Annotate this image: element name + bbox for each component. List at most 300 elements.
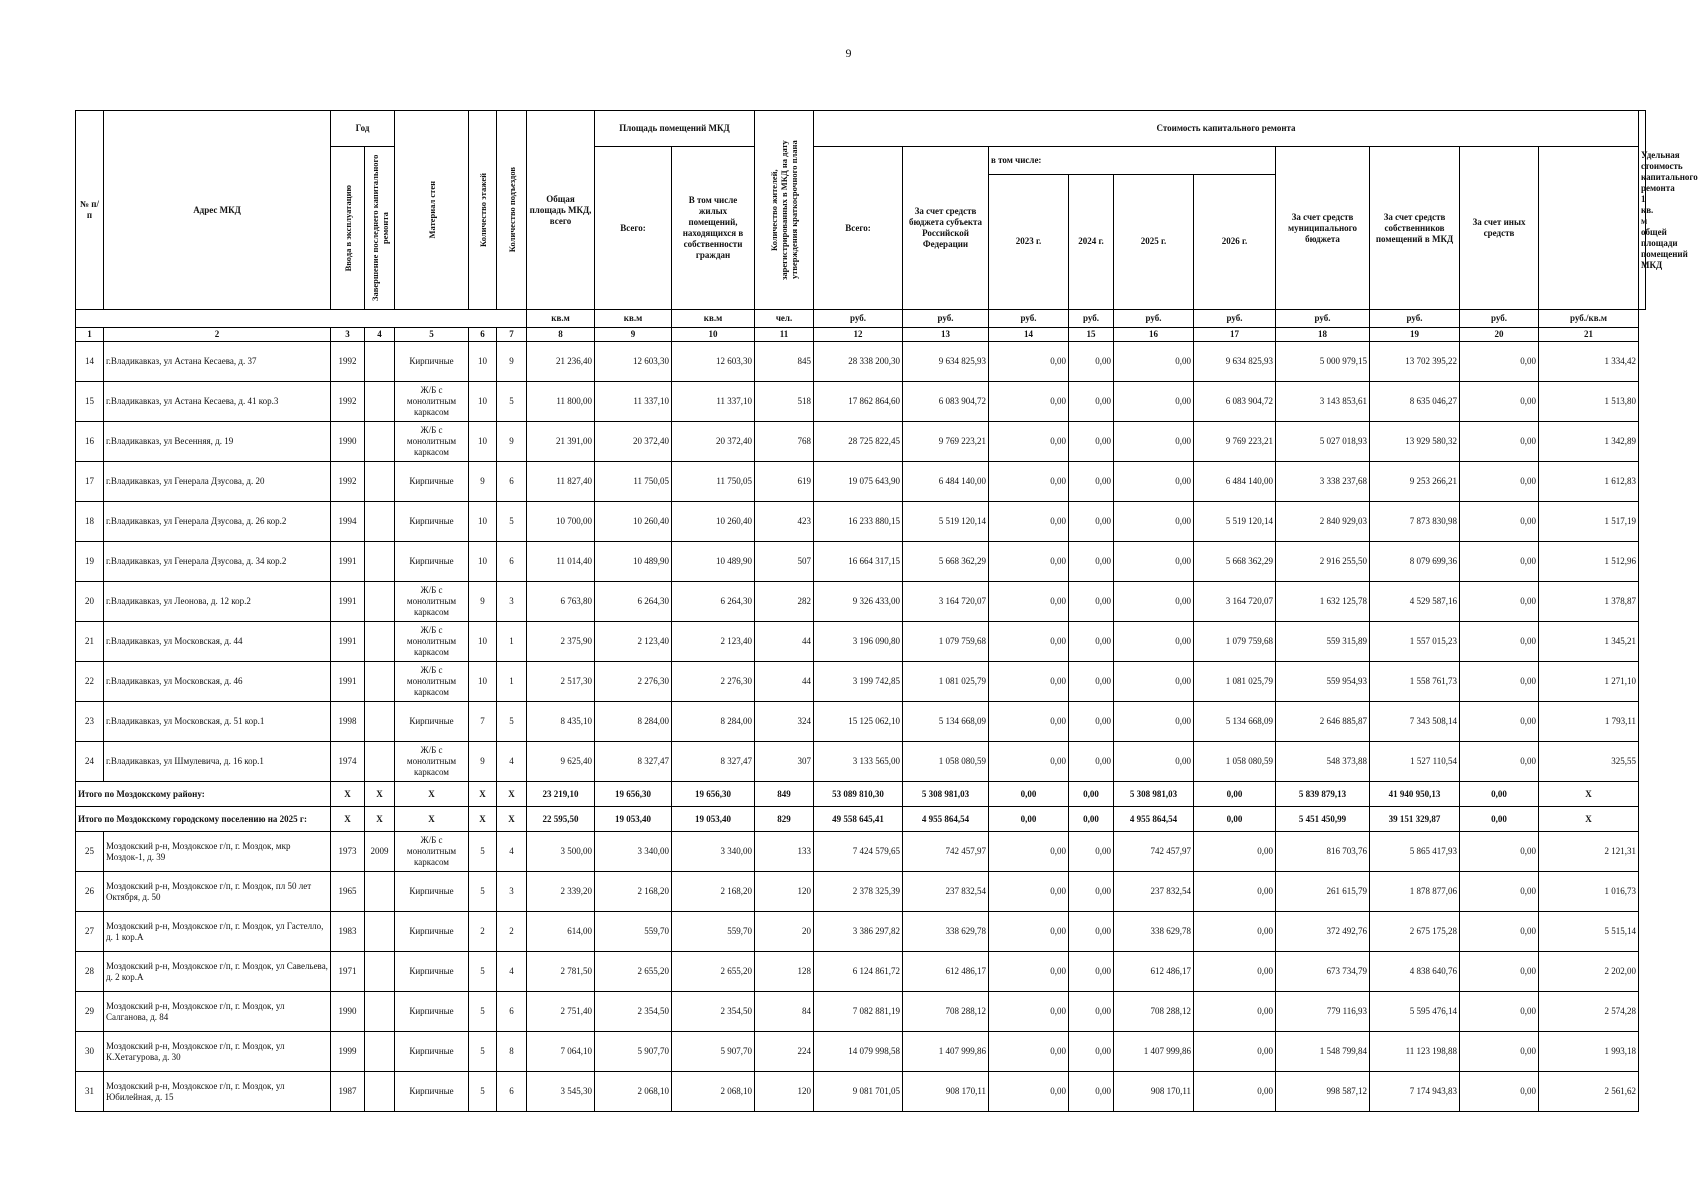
total-cell: X xyxy=(1539,782,1639,807)
table-cell: 3 386 297,82 xyxy=(814,912,903,952)
column-number: 18 xyxy=(1276,328,1370,342)
table-row xyxy=(76,462,1646,502)
table-cell: 0,00 xyxy=(1460,582,1539,622)
table-cell: 30 xyxy=(76,1032,104,1072)
table-cell: 5 595 476,14 xyxy=(1370,992,1460,1032)
table-cell: 1 058 080,59 xyxy=(1194,742,1276,782)
table-cell xyxy=(365,422,395,462)
hdr-rooms-area: Площадь помещений МКД xyxy=(595,111,755,147)
table-cell: 1 342,89 xyxy=(1539,422,1639,462)
table-cell: 2 202,00 xyxy=(1539,952,1639,992)
table-cell: 9 634 825,93 xyxy=(1194,342,1276,382)
table-cell: 0,00 xyxy=(1114,742,1194,782)
table-cell xyxy=(365,462,395,502)
table-cell: 0,00 xyxy=(1069,382,1114,422)
total-cell: 5 451 450,99 xyxy=(1276,807,1370,832)
table-cell: 5 xyxy=(469,1032,497,1072)
table-cell: 19 xyxy=(76,542,104,582)
table-cell: 11 827,40 xyxy=(527,462,595,502)
table-cell: Ж/Б с монолитным каркасом xyxy=(395,832,469,872)
total-cell: 23 219,10 xyxy=(527,782,595,807)
table-cell: 16 233 880,15 xyxy=(814,502,903,542)
address-cell: г.Владикавказ, ул Астана Кесаева, д. 41 кор.3 xyxy=(104,382,331,422)
address-cell: Моздокский р-н, Моздокское г/п, г. Моздок, мкр Моздок-1, д. 39 xyxy=(104,832,331,872)
unit-cell: руб. xyxy=(1194,310,1276,328)
table-cell: 5 xyxy=(469,1072,497,1112)
column-number: 21 xyxy=(1539,328,1639,342)
table-cell: 673 734,79 xyxy=(1276,952,1370,992)
total-cell: X xyxy=(331,782,365,807)
total-cell: 4 955 864,54 xyxy=(903,807,989,832)
table-cell: 372 492,76 xyxy=(1276,912,1370,952)
table-cell: 4 xyxy=(497,742,527,782)
table-cell: 2 168,20 xyxy=(672,872,755,912)
hdr-2025: 2025 г. xyxy=(1114,174,1194,309)
table-cell: 28 xyxy=(76,952,104,992)
table-cell: 0,00 xyxy=(989,742,1069,782)
unit-cell: руб. xyxy=(1114,310,1194,328)
table-cell: Ж/Б с монолитным каркасом xyxy=(395,582,469,622)
table-cell: 28 338 200,30 xyxy=(814,342,903,382)
table-cell: 908 170,11 xyxy=(1114,1072,1194,1112)
table-cell: 1992 xyxy=(331,382,365,422)
table-cell: 0,00 xyxy=(1069,832,1114,872)
hdr-2024: 2024 г. xyxy=(1069,174,1114,309)
table-cell: 1 517,19 xyxy=(1539,502,1639,542)
unit-cell: руб. xyxy=(1370,310,1460,328)
hdr-cost-subject: За счет средств бюджета субъекта Российской Федерации xyxy=(903,147,989,310)
table-cell: 3 xyxy=(497,872,527,912)
table-cell: 1990 xyxy=(331,992,365,1032)
table-cell: 0,00 xyxy=(1460,462,1539,502)
table-cell: 0,00 xyxy=(1114,422,1194,462)
table-cell: 21 236,40 xyxy=(527,342,595,382)
address-cell: г.Владикавказ, ул Астана Кесаева, д. 37 xyxy=(104,342,331,382)
table-cell: 0,00 xyxy=(989,502,1069,542)
table-cell: 8 327,47 xyxy=(595,742,672,782)
table-cell: 28 725 822,45 xyxy=(814,422,903,462)
table-cell: 614,00 xyxy=(527,912,595,952)
total-district-row xyxy=(76,782,1646,807)
table-cell: 10 489,90 xyxy=(595,542,672,582)
column-numbers-row xyxy=(76,328,1646,342)
table-cell: 0,00 xyxy=(1460,912,1539,952)
table-cell: 5 xyxy=(497,502,527,542)
table-cell: 25 xyxy=(76,832,104,872)
table-cell: 0,00 xyxy=(1114,382,1194,422)
table-cell xyxy=(365,622,395,662)
table-cell: 1992 xyxy=(331,462,365,502)
table-cell: 17 xyxy=(76,462,104,502)
table-cell: 1992 xyxy=(331,342,365,382)
address-cell: г.Владикавказ, ул Шмулевича, д. 16 кор.1 xyxy=(104,742,331,782)
table-cell: 0,00 xyxy=(1069,702,1114,742)
hdr-total-area: Общая площадь МКД, всего xyxy=(527,111,595,310)
total-cell: 19 053,40 xyxy=(595,807,672,832)
total-cell: 19 656,30 xyxy=(595,782,672,807)
total-cell: 0,00 xyxy=(1460,807,1539,832)
table-cell: 0,00 xyxy=(989,1032,1069,1072)
table-cell: 0,00 xyxy=(1460,542,1539,582)
table-cell: 612 486,17 xyxy=(903,952,989,992)
table-cell: 1 558 761,73 xyxy=(1370,662,1460,702)
total-cell: 0,00 xyxy=(989,782,1069,807)
table-row xyxy=(76,912,1646,952)
table-cell: 2 751,40 xyxy=(527,992,595,1032)
table-cell: 1 079 759,68 xyxy=(903,622,989,662)
table-cell: Ж/Б с монолитным каркасом xyxy=(395,622,469,662)
table-cell: 0,00 xyxy=(1194,992,1276,1032)
table-cell: 0,00 xyxy=(989,542,1069,582)
address-cell: Моздокский р-н, Моздокское г/п, г. Моздок, ул К.Хетагурова, д. 30 xyxy=(104,1032,331,1072)
table-cell: 324 xyxy=(755,702,814,742)
table-cell: 9 634 825,93 xyxy=(903,342,989,382)
table-cell: 5 000 979,15 xyxy=(1276,342,1370,382)
table-cell: 1983 xyxy=(331,912,365,952)
table-cell: 11 800,00 xyxy=(527,382,595,422)
table-cell: 998 587,12 xyxy=(1276,1072,1370,1112)
table-cell: 2 916 255,50 xyxy=(1276,542,1370,582)
table-cell: Кирпичные xyxy=(395,462,469,502)
column-number: 5 xyxy=(395,328,469,342)
column-number: 11 xyxy=(755,328,814,342)
total-cell: 22 595,50 xyxy=(527,807,595,832)
column-number: 15 xyxy=(1069,328,1114,342)
table-cell: 6 xyxy=(497,462,527,502)
table-cell: 3 196 090,80 xyxy=(814,622,903,662)
table-cell: 2 574,28 xyxy=(1539,992,1639,1032)
unit-cell: кв.м xyxy=(527,310,595,328)
column-number: 4 xyxy=(365,328,395,342)
table-cell: 13 929 580,32 xyxy=(1370,422,1460,462)
table-row xyxy=(76,502,1646,542)
table-cell xyxy=(365,1032,395,1072)
table-cell: 31 xyxy=(76,1072,104,1112)
table-cell: 5 xyxy=(469,832,497,872)
table-cell: 44 xyxy=(755,622,814,662)
table-cell: 8 435,10 xyxy=(527,702,595,742)
table-cell: 2009 xyxy=(365,832,395,872)
table-cell: 12 603,30 xyxy=(672,342,755,382)
table-cell: 0,00 xyxy=(1460,422,1539,462)
table-cell: 1 345,21 xyxy=(1539,622,1639,662)
table-cell: 21 xyxy=(76,622,104,662)
table-cell: 8 284,00 xyxy=(672,702,755,742)
table-cell: 9 326 433,00 xyxy=(814,582,903,622)
table-cell: 559,70 xyxy=(595,912,672,952)
table-cell: 224 xyxy=(755,1032,814,1072)
total-cell: 53 089 810,30 xyxy=(814,782,903,807)
table-cell: 1 271,10 xyxy=(1539,662,1639,702)
table-cell: Кирпичные xyxy=(395,542,469,582)
table-cell: 0,00 xyxy=(1460,702,1539,742)
table-cell: 7 873 830,98 xyxy=(1370,502,1460,542)
table-cell: 2 354,50 xyxy=(595,992,672,1032)
address-cell: г.Владикавказ, ул Генерала Дзусова, д. 20 xyxy=(104,462,331,502)
table-cell: 768 xyxy=(755,422,814,462)
unit-cell: руб. xyxy=(814,310,903,328)
total-cell: 19 053,40 xyxy=(672,807,755,832)
table-cell: 0,00 xyxy=(1460,742,1539,782)
table-cell: Кирпичные xyxy=(395,872,469,912)
table-cell: 1 793,11 xyxy=(1539,702,1639,742)
table-cell: 0,00 xyxy=(1069,742,1114,782)
column-number: 7 xyxy=(497,328,527,342)
table-cell: 5 907,70 xyxy=(672,1032,755,1072)
table-cell: 5 xyxy=(497,702,527,742)
table-cell: 338 629,78 xyxy=(903,912,989,952)
table-cell: 0,00 xyxy=(1194,1072,1276,1112)
table-cell: 1 527 110,54 xyxy=(1370,742,1460,782)
address-cell: Моздокский р-н, Моздокское г/п, г. Моздок, ул Савельева, д. 2 кор.А xyxy=(104,952,331,992)
table-cell: 338 629,78 xyxy=(1114,912,1194,952)
table-cell: 3 545,30 xyxy=(527,1072,595,1112)
table-cell: 133 xyxy=(755,832,814,872)
table-cell: Кирпичные xyxy=(395,912,469,952)
table-cell: 1 079 759,68 xyxy=(1194,622,1276,662)
table-cell: 1 081 025,79 xyxy=(1194,662,1276,702)
total-cell: 41 940 950,13 xyxy=(1370,782,1460,807)
table-cell: 29 xyxy=(76,992,104,1032)
table-cell: 3 338 237,68 xyxy=(1276,462,1370,502)
hdr-floors: Количество этажей xyxy=(469,111,497,310)
table-cell xyxy=(365,872,395,912)
table-cell: 3 xyxy=(497,582,527,622)
table-cell xyxy=(365,992,395,1032)
table-cell: 708 288,12 xyxy=(903,992,989,1032)
table-cell: 0,00 xyxy=(1069,622,1114,662)
table-cell: 9 081 701,05 xyxy=(814,1072,903,1112)
total-cell: 49 558 645,41 xyxy=(814,807,903,832)
total-settlement-row xyxy=(76,807,1646,832)
table-cell: 0,00 xyxy=(1114,662,1194,702)
total-cell: 0,00 xyxy=(1194,807,1276,832)
table-cell: 0,00 xyxy=(1069,342,1114,382)
table-cell: Кирпичные xyxy=(395,952,469,992)
table-cell: 1991 xyxy=(331,662,365,702)
hdr-last-repair: Завершение последнего капитального ремонта xyxy=(365,147,395,310)
table-cell: 0,00 xyxy=(1069,952,1114,992)
table-cell: 0,00 xyxy=(989,382,1069,422)
table-cell: 0,00 xyxy=(989,582,1069,622)
table-cell: 44 xyxy=(755,662,814,702)
page-number: 9 xyxy=(845,46,852,60)
table-cell: 0,00 xyxy=(989,952,1069,992)
table-cell: 1 378,87 xyxy=(1539,582,1639,622)
table-cell: Ж/Б с монолитным каркасом xyxy=(395,422,469,462)
table-cell: 1987 xyxy=(331,1072,365,1112)
total-cell: 5 839 879,13 xyxy=(1276,782,1370,807)
column-number: 14 xyxy=(989,328,1069,342)
total-label: Итого по Моздокскому городскому поселению на 2025 г: xyxy=(76,807,331,832)
total-cell: X xyxy=(365,807,395,832)
table-cell: 908 170,11 xyxy=(903,1072,989,1112)
table-cell: 0,00 xyxy=(1460,1072,1539,1112)
hdr-rooms-total: Всего: xyxy=(595,147,672,310)
hdr-2023: 2023 г. xyxy=(989,174,1069,309)
table-cell: 10 xyxy=(469,662,497,702)
table-cell xyxy=(365,702,395,742)
table-cell: 2 646 885,87 xyxy=(1276,702,1370,742)
table-cell: 0,00 xyxy=(1460,832,1539,872)
table-cell: 3 133 565,00 xyxy=(814,742,903,782)
table-row xyxy=(76,622,1646,662)
table-cell: 0,00 xyxy=(989,992,1069,1032)
table-cell: 5 xyxy=(497,382,527,422)
unit-cell: руб. xyxy=(903,310,989,328)
table-cell xyxy=(365,742,395,782)
table-cell: 2 339,20 xyxy=(527,872,595,912)
table-cell xyxy=(365,1072,395,1112)
table-cell: 7 082 881,19 xyxy=(814,992,903,1032)
table-cell: 16 664 317,15 xyxy=(814,542,903,582)
table-cell: 619 xyxy=(755,462,814,502)
table-cell: 2 123,40 xyxy=(595,622,672,662)
table-cell: 3 340,00 xyxy=(595,832,672,872)
total-cell: 4 955 864,54 xyxy=(1114,807,1194,832)
table-cell: 0,00 xyxy=(1069,912,1114,952)
table-cell: 2 276,30 xyxy=(595,662,672,702)
table-cell: 9 625,40 xyxy=(527,742,595,782)
table-cell: 26 xyxy=(76,872,104,912)
table-cell: 6 124 861,72 xyxy=(814,952,903,992)
column-number: 19 xyxy=(1370,328,1460,342)
hdr-owners: За счет средств собственников помещений в МКД xyxy=(1370,147,1460,310)
total-cell: 0,00 xyxy=(1194,782,1276,807)
total-label: Итого по Моздокскому району: xyxy=(76,782,331,807)
table-cell: Ж/Б с монолитным каркасом xyxy=(395,662,469,702)
table-cell: 10 700,00 xyxy=(527,502,595,542)
table-cell: 2 655,20 xyxy=(672,952,755,992)
hdr-2026: 2026 г. xyxy=(1194,174,1276,309)
total-cell: X xyxy=(365,782,395,807)
total-cell: 19 656,30 xyxy=(672,782,755,807)
total-cell: 0,00 xyxy=(1069,807,1114,832)
total-cell: 0,00 xyxy=(989,807,1069,832)
table-cell: 0,00 xyxy=(1460,502,1539,542)
table-cell: 8 284,00 xyxy=(595,702,672,742)
table-cell: 5 668 362,29 xyxy=(1194,542,1276,582)
table-row xyxy=(76,342,1646,382)
table-cell xyxy=(365,542,395,582)
table-row xyxy=(76,992,1646,1032)
column-number: 20 xyxy=(1460,328,1539,342)
table-cell: 9 769 223,21 xyxy=(903,422,989,462)
table-cell xyxy=(365,912,395,952)
table-cell: 612 486,17 xyxy=(1114,952,1194,992)
table-cell: 742 457,97 xyxy=(903,832,989,872)
table-cell: 9 xyxy=(469,742,497,782)
table-cell: 507 xyxy=(755,542,814,582)
total-cell: 5 308 981,03 xyxy=(903,782,989,807)
table-cell: 1 612,83 xyxy=(1539,462,1639,502)
total-cell: 0,00 xyxy=(1460,782,1539,807)
table-cell: 1 334,42 xyxy=(1539,342,1639,382)
table-cell: 1991 xyxy=(331,582,365,622)
table-cell: 0,00 xyxy=(1069,422,1114,462)
column-number: 12 xyxy=(814,328,903,342)
table-cell: 5 134 668,09 xyxy=(903,702,989,742)
table-cell: 0,00 xyxy=(1069,662,1114,702)
table-cell: 11 123 198,88 xyxy=(1370,1032,1460,1072)
total-cell: X xyxy=(395,807,469,832)
total-cell: 829 xyxy=(755,807,814,832)
capital-repair-table xyxy=(75,110,1698,1112)
table-cell: 0,00 xyxy=(989,702,1069,742)
table-cell: 779 116,93 xyxy=(1276,992,1370,1032)
hdr-other: За счет иных средств xyxy=(1460,147,1539,310)
table-row xyxy=(76,832,1646,872)
table-cell: Кирпичные xyxy=(395,502,469,542)
table-cell: 1998 xyxy=(331,702,365,742)
table-cell: 3 143 853,61 xyxy=(1276,382,1370,422)
hdr-including: в том числе: xyxy=(989,147,1276,175)
table-cell: 2 xyxy=(497,912,527,952)
table-cell xyxy=(365,382,395,422)
total-cell: X xyxy=(497,782,527,807)
table-cell: 7 xyxy=(469,702,497,742)
table-cell: 9 xyxy=(497,342,527,382)
hdr-entrances: Количество подъездов xyxy=(497,111,527,310)
table-cell: 12 603,30 xyxy=(595,342,672,382)
table-cell: 15 xyxy=(76,382,104,422)
table-cell: 6 484 140,00 xyxy=(903,462,989,502)
table-cell: 0,00 xyxy=(989,462,1069,502)
table-cell: 3 500,00 xyxy=(527,832,595,872)
table-cell: 5 134 668,09 xyxy=(1194,702,1276,742)
table-cell: 2 378 325,39 xyxy=(814,872,903,912)
table-row xyxy=(76,662,1646,702)
table-cell: 15 125 062,10 xyxy=(814,702,903,742)
table-cell: 0,00 xyxy=(989,662,1069,702)
table-cell: 0,00 xyxy=(1194,952,1276,992)
table-cell: 10 xyxy=(469,382,497,422)
table-cell: 22 xyxy=(76,662,104,702)
table-cell: 10 xyxy=(469,502,497,542)
total-cell: 0,00 xyxy=(1069,782,1114,807)
table-cell: 1 878 877,06 xyxy=(1370,872,1460,912)
table-cell: 2 068,10 xyxy=(595,1072,672,1112)
table-cell: 0,00 xyxy=(1460,952,1539,992)
table-cell: 261 615,79 xyxy=(1276,872,1370,912)
unit-cell: кв.м xyxy=(672,310,755,328)
total-cell: 39 151 329,87 xyxy=(1370,807,1460,832)
total-cell: 849 xyxy=(755,782,814,807)
table-cell: 1965 xyxy=(331,872,365,912)
table-cell: 2 781,50 xyxy=(527,952,595,992)
table-cell: 11 750,05 xyxy=(672,462,755,502)
table-cell: 6 763,80 xyxy=(527,582,595,622)
table-cell: 2 375,90 xyxy=(527,622,595,662)
table-cell: 8 635 046,27 xyxy=(1370,382,1460,422)
table-cell: 3 199 742,85 xyxy=(814,662,903,702)
table-cell: 84 xyxy=(755,992,814,1032)
table-cell: 1 xyxy=(497,622,527,662)
table-cell: 0,00 xyxy=(1069,582,1114,622)
address-cell: г.Владикавказ, ул Леонова, д. 12 кор.2 xyxy=(104,582,331,622)
table-row xyxy=(76,742,1646,782)
column-number: 1 xyxy=(76,328,104,342)
column-number: 9 xyxy=(595,328,672,342)
table-cell: 0,00 xyxy=(1069,872,1114,912)
table-cell: 2 655,20 xyxy=(595,952,672,992)
table-cell: 423 xyxy=(755,502,814,542)
table-cell: 1 993,18 xyxy=(1539,1032,1639,1072)
table-cell: 5 xyxy=(469,992,497,1032)
table-cell: 1990 xyxy=(331,422,365,462)
table-cell: Кирпичные xyxy=(395,1072,469,1112)
table-cell: 128 xyxy=(755,952,814,992)
